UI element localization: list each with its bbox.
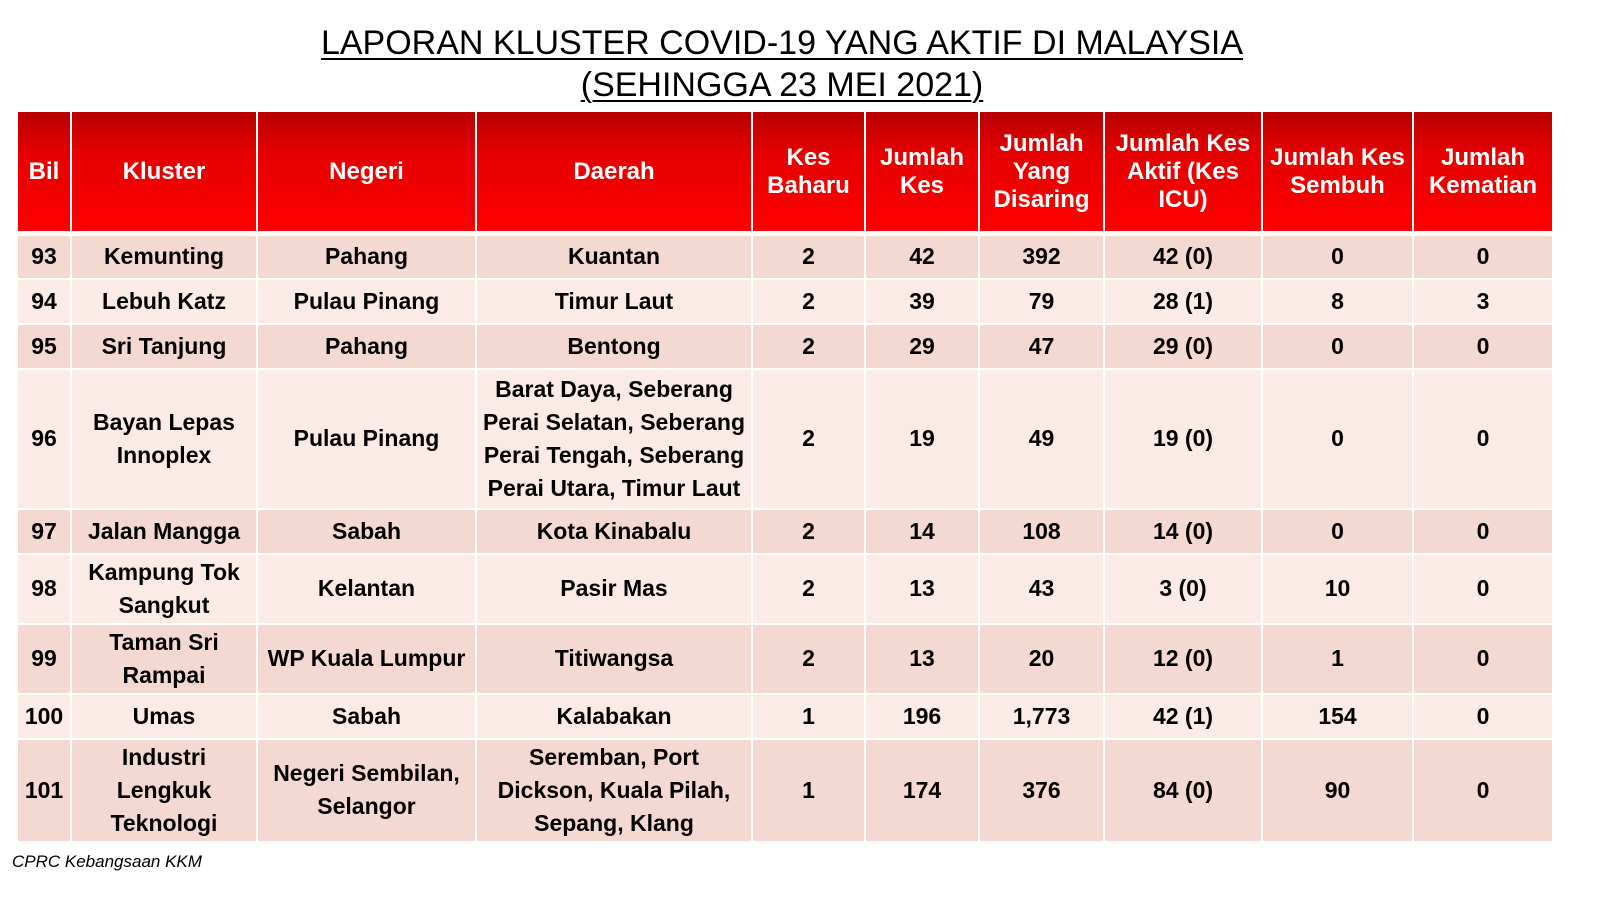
table-cell: Pulau Pinang xyxy=(257,279,476,324)
table-row xyxy=(17,279,1553,324)
table-cell: 2 xyxy=(752,234,865,279)
table-cell: Pahang xyxy=(257,324,476,369)
table-cell: 196 xyxy=(865,694,979,739)
table-cell: 97 xyxy=(17,509,71,554)
table-cell: 174 xyxy=(865,739,979,842)
table-cell: Kota Kinabalu xyxy=(476,509,752,554)
table-row xyxy=(17,369,1553,509)
table-cell: Negeri Sembilan, Selangor xyxy=(257,739,476,842)
table-cell: Barat Daya, Seberang Perai Selatan, Seberang Perai Tengah, Seberang Perai Utara, Timur Laut xyxy=(476,369,752,509)
table-cell: Kampung Tok Sangkut xyxy=(71,554,257,624)
table-cell: 0 xyxy=(1262,369,1413,509)
table-cell: 0 xyxy=(1413,554,1553,624)
table-cell: Pasir Mas xyxy=(476,554,752,624)
table-cell: 100 xyxy=(17,694,71,739)
column-header: Daerah xyxy=(476,111,752,234)
table-cell: 101 xyxy=(17,739,71,842)
table-cell: 13 xyxy=(865,554,979,624)
table-cell: Seremban, Port Dickson, Kuala Pilah, Sepang, Klang xyxy=(476,739,752,842)
table-cell: Kemunting xyxy=(71,234,257,279)
column-header: Jumlah Yang Disaring xyxy=(979,111,1104,234)
table-cell: 96 xyxy=(17,369,71,509)
table-cell: Bayan Lepas Innoplex xyxy=(71,369,257,509)
table-cell: 47 xyxy=(979,324,1104,369)
table-cell: 42 (0) xyxy=(1104,234,1262,279)
table-cell: 3 (0) xyxy=(1104,554,1262,624)
column-header: Bil xyxy=(17,111,71,234)
table-cell: 2 xyxy=(752,509,865,554)
table-cell: 42 (1) xyxy=(1104,694,1262,739)
table-cell: 19 (0) xyxy=(1104,369,1262,509)
table-cell: Pahang xyxy=(257,234,476,279)
table-cell: 29 (0) xyxy=(1104,324,1262,369)
table-cell: 94 xyxy=(17,279,71,324)
table-cell: 29 xyxy=(865,324,979,369)
table-cell: Titiwangsa xyxy=(476,624,752,694)
table-cell: 1 xyxy=(1262,624,1413,694)
table-cell: 99 xyxy=(17,624,71,694)
table-cell: 376 xyxy=(979,739,1104,842)
table-cell: Pulau Pinang xyxy=(257,369,476,509)
report-title xyxy=(0,22,1564,106)
table-cell: 0 xyxy=(1413,624,1553,694)
table-cell: 39 xyxy=(865,279,979,324)
table-cell: 19 xyxy=(865,369,979,509)
table-cell: Bentong xyxy=(476,324,752,369)
table-row xyxy=(17,324,1553,369)
table-row xyxy=(17,624,1553,694)
table-cell: 392 xyxy=(979,234,1104,279)
table-cell: WP Kuala Lumpur xyxy=(257,624,476,694)
column-header: Kes Baharu xyxy=(752,111,865,234)
column-header: Kluster xyxy=(71,111,257,234)
table-row xyxy=(17,694,1553,739)
table-cell: 8 xyxy=(1262,279,1413,324)
table-cell: 2 xyxy=(752,554,865,624)
table-cell: Industri Lengkuk Teknologi xyxy=(71,739,257,842)
table-cell: 79 xyxy=(979,279,1104,324)
table-cell: Taman Sri Rampai xyxy=(71,624,257,694)
table-cell: Sri Tanjung xyxy=(71,324,257,369)
table-cell: 1 xyxy=(752,739,865,842)
table-cell: 3 xyxy=(1413,279,1553,324)
table-cell: 2 xyxy=(752,369,865,509)
table-body xyxy=(17,234,1553,842)
report-title-line1: LAPORAN KLUSTER COVID-19 YANG AKTIF DI MALAYSIA xyxy=(320,24,1244,62)
table-cell: 2 xyxy=(752,624,865,694)
table-cell: 0 xyxy=(1262,324,1413,369)
table-cell: 13 xyxy=(865,624,979,694)
table-cell: Sabah xyxy=(257,509,476,554)
table-cell: 10 xyxy=(1262,554,1413,624)
table-cell: 43 xyxy=(979,554,1104,624)
table-row xyxy=(17,234,1553,279)
table-cell: 108 xyxy=(979,509,1104,554)
column-header: Negeri xyxy=(257,111,476,234)
table-cell: Timur Laut xyxy=(476,279,752,324)
table-row xyxy=(17,739,1553,842)
table-cell: 0 xyxy=(1413,739,1553,842)
table-cell: 14 xyxy=(865,509,979,554)
table-cell: 2 xyxy=(752,279,865,324)
table-header-row xyxy=(17,111,1553,234)
report-title-line2: (SEHINGGA 23 MEI 2021) xyxy=(580,66,984,104)
table-cell: Jalan Mangga xyxy=(71,509,257,554)
table-cell: 0 xyxy=(1413,369,1553,509)
table-cell: 95 xyxy=(17,324,71,369)
table-cell: 42 xyxy=(865,234,979,279)
table-cell: 12 (0) xyxy=(1104,624,1262,694)
table-cell: Kuantan xyxy=(476,234,752,279)
source-note: CPRC Kebangsaan KKM xyxy=(12,852,202,871)
table-cell: Lebuh Katz xyxy=(71,279,257,324)
table-cell: 14 (0) xyxy=(1104,509,1262,554)
table-cell: 2 xyxy=(752,324,865,369)
table-row xyxy=(17,509,1553,554)
table-cell: 0 xyxy=(1413,324,1553,369)
table-cell: 90 xyxy=(1262,739,1413,842)
table-cell: 0 xyxy=(1413,234,1553,279)
table-cell: 1 xyxy=(752,694,865,739)
table-cell: 0 xyxy=(1413,694,1553,739)
table-cell: 84 (0) xyxy=(1104,739,1262,842)
table-cell: 49 xyxy=(979,369,1104,509)
column-header: Jumlah Kes Sembuh xyxy=(1262,111,1413,234)
table-cell: 0 xyxy=(1262,234,1413,279)
cluster-table xyxy=(16,110,1554,843)
table-cell: Umas xyxy=(71,694,257,739)
table-cell: Sabah xyxy=(257,694,476,739)
table-cell: 0 xyxy=(1413,509,1553,554)
table-cell: 98 xyxy=(17,554,71,624)
table-cell: Kelantan xyxy=(257,554,476,624)
table-cell: Kalabakan xyxy=(476,694,752,739)
table-cell: 93 xyxy=(17,234,71,279)
column-header: Jumlah Kes xyxy=(865,111,979,234)
table-cell: 20 xyxy=(979,624,1104,694)
table-cell: 154 xyxy=(1262,694,1413,739)
table-cell: 1,773 xyxy=(979,694,1104,739)
column-header: Jumlah Kes Aktif (Kes ICU) xyxy=(1104,111,1262,234)
table-row xyxy=(17,554,1553,624)
table-cell: 28 (1) xyxy=(1104,279,1262,324)
column-header: Jumlah Kematian xyxy=(1413,111,1553,234)
table-cell: 0 xyxy=(1262,509,1413,554)
